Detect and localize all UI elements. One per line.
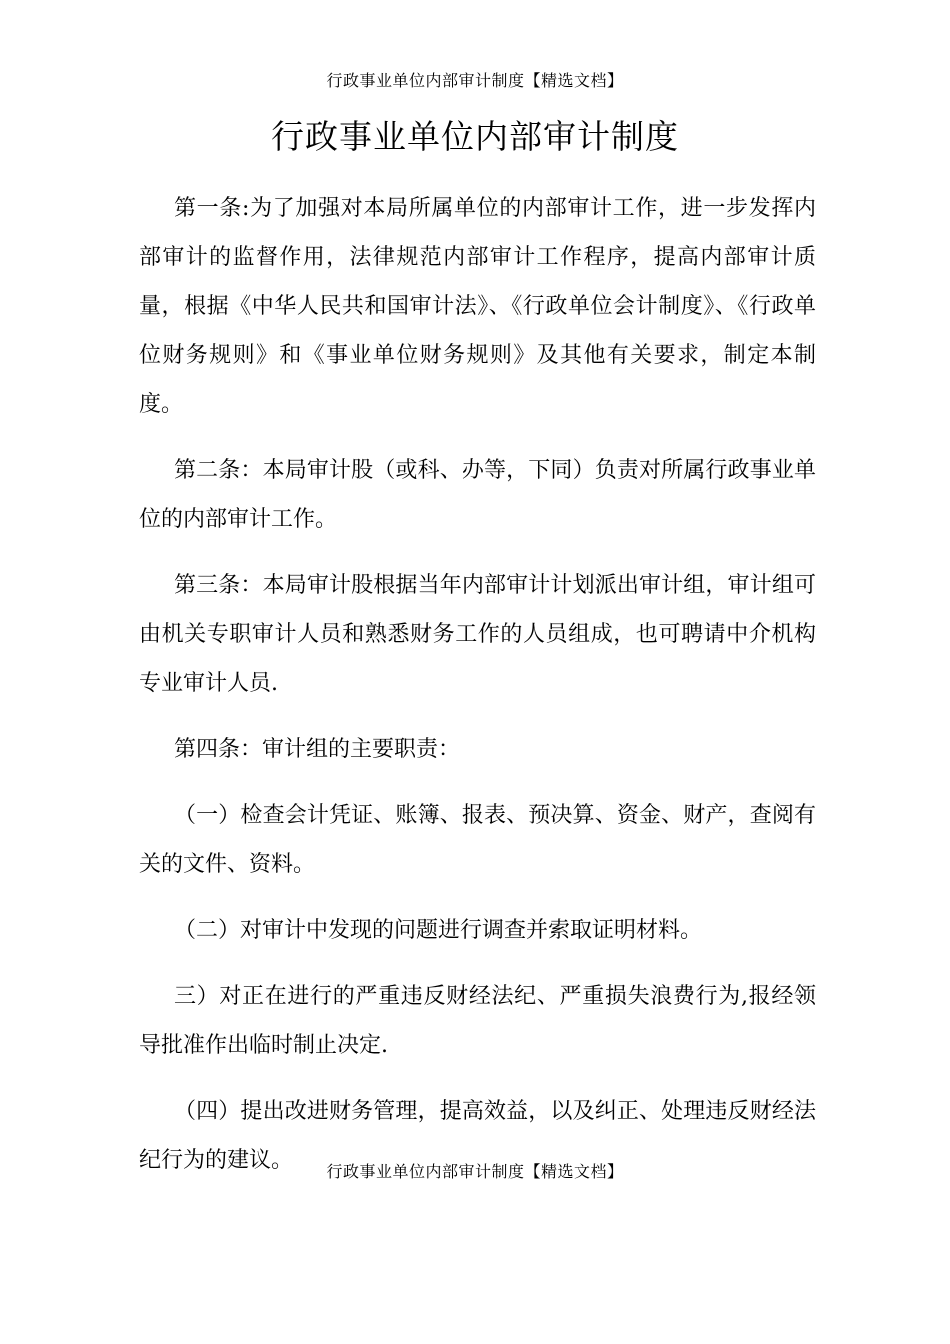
article-1-paragraph: 第一条:为了加强对本局所属单位的内部审计工作，进一步发挥内部审计的监督作用，法律规范内部审计工作程序，提高内部审计质量，根据《中华人民共和国审计法》、《行政单位会计制度》、《行政单位财务规则》和《事业单位财务规则》及其他有关要求，制定本制度。 xyxy=(139,196,816,417)
running-header: 行政事业单位内部审计制度【精选文档】 xyxy=(326,71,624,90)
article-2-paragraph: 第二条：本局审计股（或科、办等，下同）负责对所属行政事业单位的内部审计工作。 xyxy=(139,458,816,532)
duty-item-2: （二）对审计中发现的问题进行调查并索取证明材料。 xyxy=(174,918,703,943)
document-body xyxy=(139,184,816,1202)
document-title: 行政事业单位内部审计制度 xyxy=(271,117,679,156)
duty-item-1: （一）检查会计凭证、账簿、报表、预决算、资金、财产，查阅有关的文件、资料。 xyxy=(139,803,816,877)
article-3-paragraph: 第三条：本局审计股根据当年内部审计计划派出审计组，审计组可由机关专职审计人员和熟悉财务工作的人员组成，也可聘请中介机构专业审计人员. xyxy=(139,573,816,696)
duty-item-4: （四）提出改进财务管理，提高效益，以及纠正、处理违反财经法纪行为的建议。 xyxy=(139,1099,816,1173)
article-4-paragraph: 第四条：审计组的主要职责： xyxy=(174,737,461,762)
running-footer: 行政事业单位内部审计制度【精选文档】 xyxy=(326,1162,624,1181)
duty-item-3: 三）对正在进行的严重违反财经法纪、严重损失浪费行为,报经领导批准作出临时制止决定. xyxy=(139,984,816,1058)
